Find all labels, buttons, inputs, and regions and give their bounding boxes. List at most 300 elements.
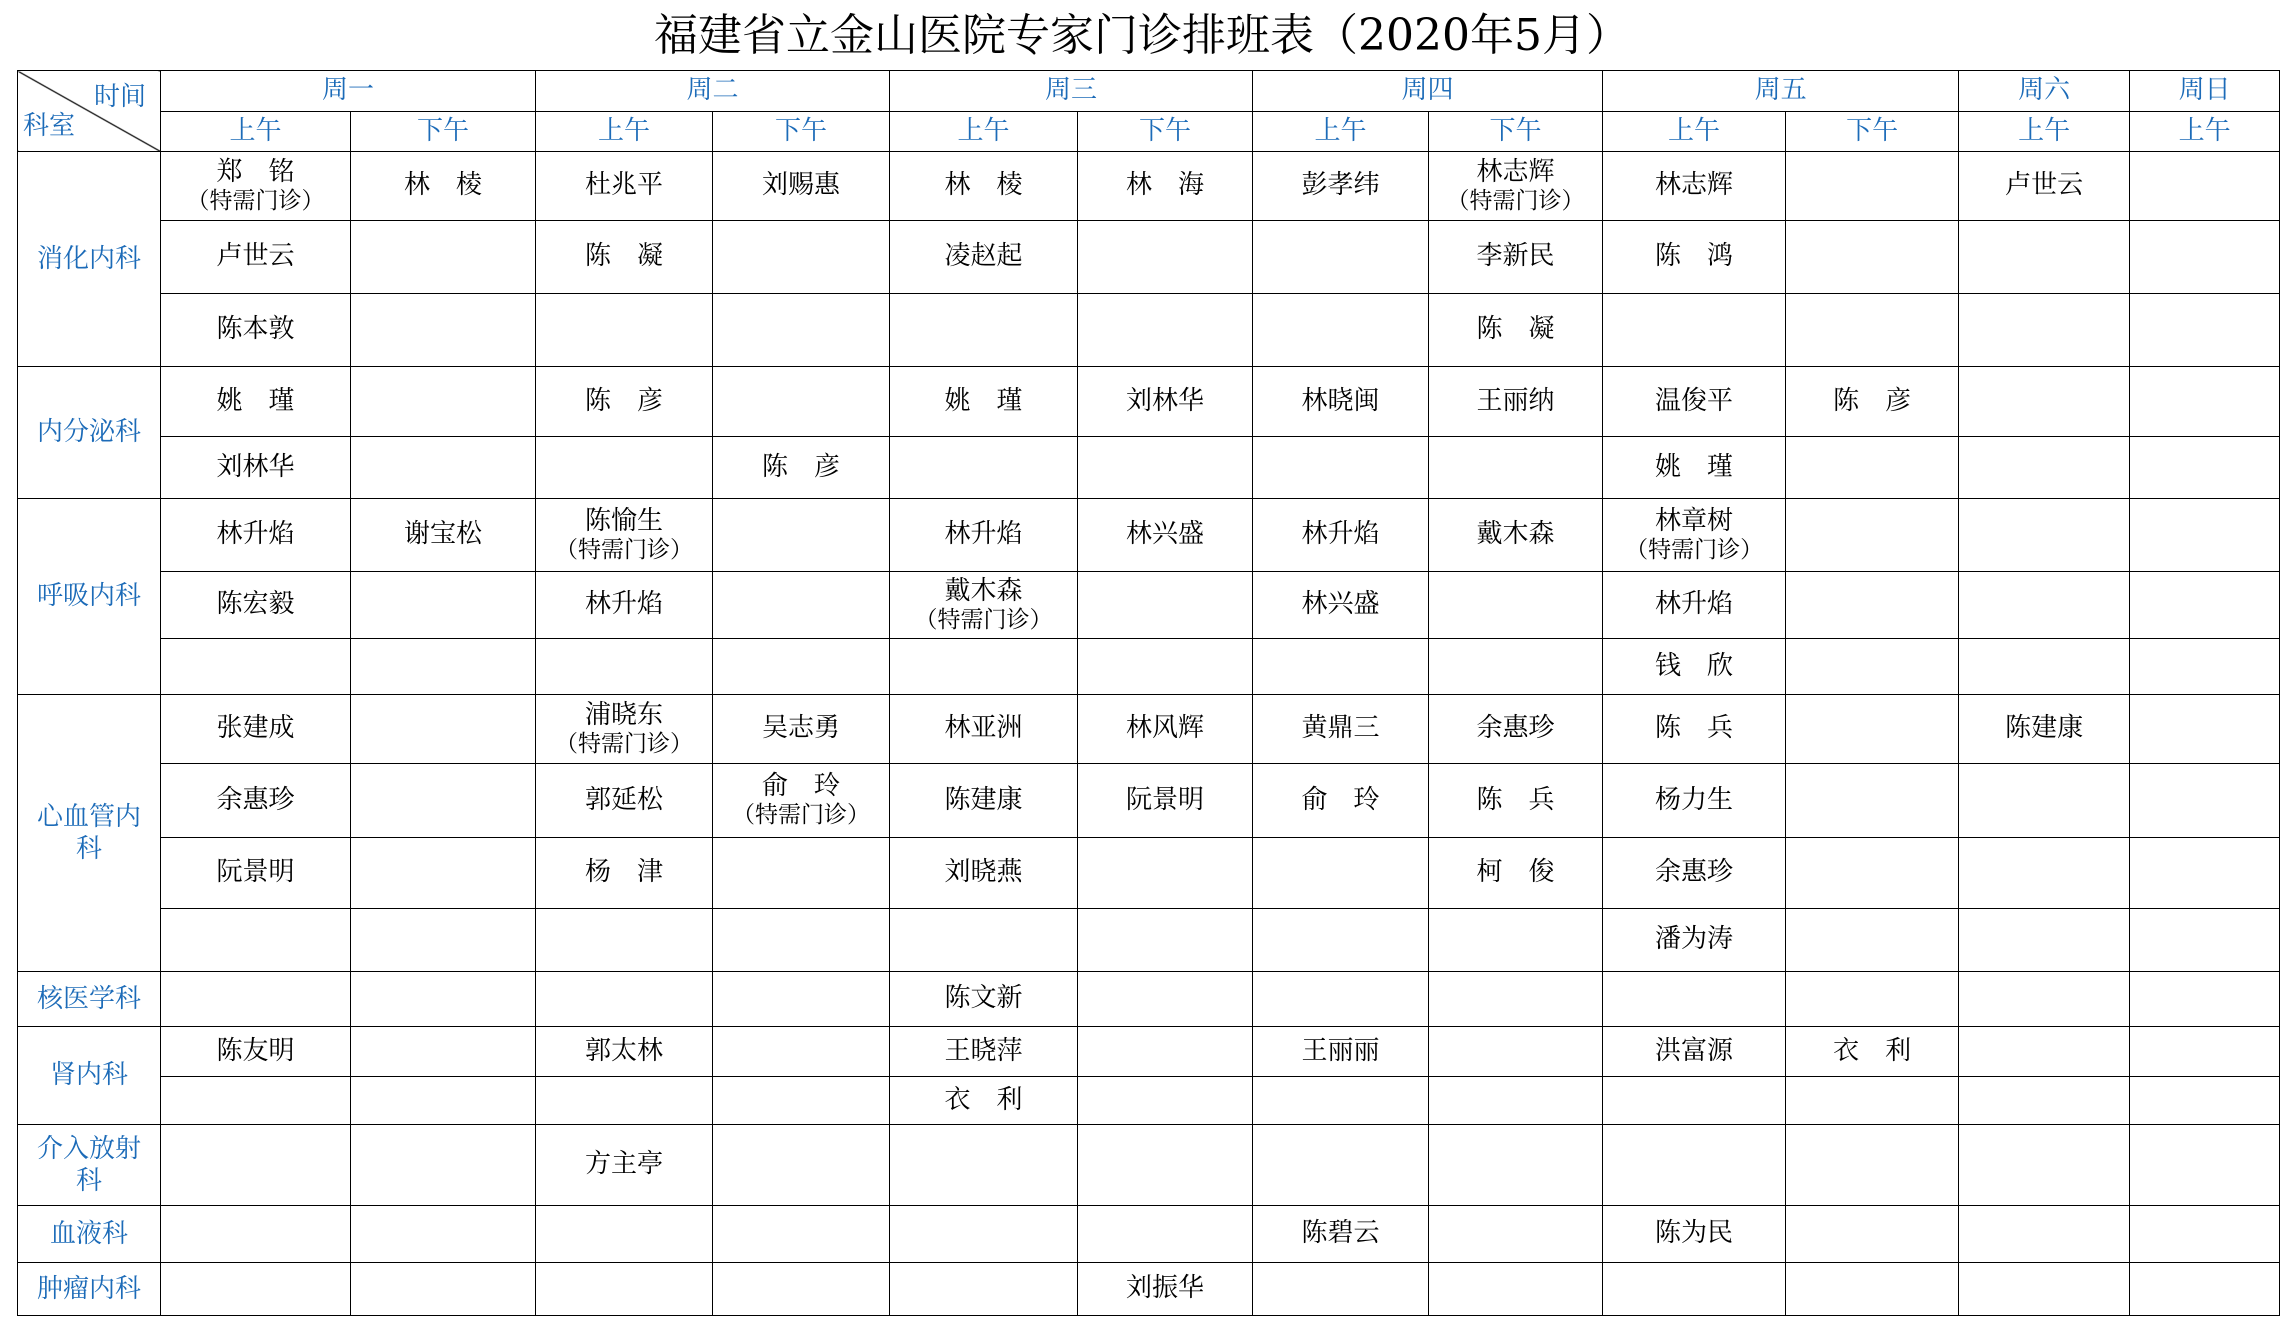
doctor-name: 刘晓燕 [944, 857, 1023, 888]
schedule-cell [1603, 1077, 1786, 1125]
period-header: 上午 [536, 112, 713, 152]
doctor-name: 凌赵起 [944, 241, 1023, 272]
clinic-note: （特需门诊） [732, 802, 871, 829]
schedule-cell [890, 1206, 1078, 1263]
schedule-cell [161, 764, 351, 838]
doctor-name: 温俊平 [1655, 385, 1734, 416]
schedule-row [18, 1027, 2280, 1077]
schedule-cell [1959, 367, 2130, 437]
schedule-cell [161, 1027, 351, 1077]
schedule-row [18, 909, 2280, 972]
doctor-name: 戴木森 [1476, 519, 1555, 550]
schedule-cell [1429, 838, 1603, 909]
period-header: 上午 [1603, 112, 1786, 152]
schedule-cell [351, 437, 536, 499]
schedule-cell [1786, 1077, 1959, 1125]
schedule-cell [351, 1027, 536, 1077]
schedule-cell [1253, 1263, 1429, 1316]
schedule-cell [1078, 1125, 1253, 1206]
doctor-name: 杨 津 [585, 857, 664, 888]
schedule-cell [1603, 1263, 1786, 1316]
schedule-cell [1429, 1077, 1603, 1125]
schedule-cell [1253, 152, 1429, 221]
schedule-cell [536, 764, 713, 838]
period-header: 下午 [713, 112, 890, 152]
doctor-name: 陈 彦 [585, 385, 664, 416]
clinic-note: （特需门诊） [1625, 536, 1764, 563]
schedule-row [18, 499, 2280, 572]
schedule-cell [1603, 764, 1786, 838]
schedule-cell [1253, 437, 1429, 499]
schedule-cell [536, 437, 713, 499]
period-header: 上午 [1253, 112, 1429, 152]
doctor-name: 俞 玲 [1301, 784, 1380, 815]
schedule-row [18, 1125, 2280, 1206]
schedule-cell [1253, 367, 1429, 437]
schedule-cell [536, 1077, 713, 1125]
schedule-cell [890, 221, 1078, 294]
schedule-cell [1078, 1077, 1253, 1125]
schedule-cell [161, 1206, 351, 1263]
doctor-name: 陈本敦 [216, 314, 295, 345]
schedule-cell [1078, 1206, 1253, 1263]
schedule-cell [890, 972, 1078, 1027]
schedule-cell [2130, 152, 2280, 221]
doctor-name: 陈为民 [1655, 1218, 1734, 1249]
schedule-cell [1429, 572, 1603, 639]
schedule-cell [351, 152, 536, 221]
schedule-cell [351, 695, 536, 764]
schedule-cell [161, 221, 351, 294]
doctor-name: 陈 兵 [1655, 713, 1734, 744]
schedule-cell [713, 499, 890, 572]
period-header: 下午 [351, 112, 536, 152]
schedule-cell [1078, 572, 1253, 639]
schedule-row [18, 221, 2280, 294]
schedule-cell [2130, 437, 2280, 499]
schedule-cell [1078, 1027, 1253, 1077]
schedule-cell [1959, 909, 2130, 972]
schedule-row [18, 294, 2280, 367]
schedule-cell [1786, 1263, 1959, 1316]
doctor-name: 林升焰 [585, 589, 664, 620]
schedule-cell [351, 1263, 536, 1316]
doctor-name: 陈碧云 [1301, 1218, 1380, 1249]
schedule-cell [1429, 972, 1603, 1027]
day-header-6: 周六 [1959, 71, 2130, 112]
schedule-cell [1959, 972, 2130, 1027]
doctor-name: 张建成 [216, 713, 295, 744]
schedule-row [18, 695, 2280, 764]
schedule-cell [1253, 1027, 1429, 1077]
doctor-name: 刘林华 [1126, 385, 1205, 416]
department-name: 肾内科 [18, 1027, 161, 1125]
schedule-cell [1603, 152, 1786, 221]
doctor-name: 郑 铭 [216, 156, 295, 187]
schedule-cell [1959, 764, 2130, 838]
schedule-cell [1429, 294, 1603, 367]
schedule-cell [1429, 437, 1603, 499]
schedule-cell [1959, 1027, 2130, 1077]
period-header: 下午 [1078, 112, 1253, 152]
schedule-cell [1959, 639, 2130, 695]
schedule-cell [713, 1077, 890, 1125]
schedule-cell [890, 1077, 1078, 1125]
schedule-cell [1786, 972, 1959, 1027]
day-header-2: 周二 [536, 71, 890, 112]
schedule-cell [161, 1263, 351, 1316]
schedule-cell [890, 294, 1078, 367]
schedule-cell [713, 972, 890, 1027]
department-name: 心血管内科 [18, 695, 161, 972]
schedule-cell [1078, 972, 1253, 1027]
schedule-cell [1429, 221, 1603, 294]
schedule-cell [1786, 152, 1959, 221]
doctor-name: 钱 欣 [1655, 650, 1734, 681]
schedule-cell [1959, 1263, 2130, 1316]
doctor-name: 林 棱 [944, 170, 1023, 201]
schedule-cell [2130, 1125, 2280, 1206]
schedule-cell [2130, 909, 2280, 972]
schedule-cell [2130, 367, 2280, 437]
schedule-cell [1078, 838, 1253, 909]
schedule-cell [351, 764, 536, 838]
schedule-cell [1959, 437, 2130, 499]
department-name: 呼吸内科 [18, 499, 161, 695]
doctor-name: 陈建康 [944, 784, 1023, 815]
doctor-name: 吴志勇 [762, 713, 841, 744]
day-header-3: 周三 [890, 71, 1253, 112]
schedule-cell [161, 152, 351, 221]
schedule-cell [1429, 639, 1603, 695]
schedule-cell [1786, 1125, 1959, 1206]
doctor-name: 柯 俊 [1476, 857, 1555, 888]
schedule-cell [713, 1027, 890, 1077]
doctor-name: 余惠珍 [1476, 713, 1555, 744]
schedule-cell [1429, 367, 1603, 437]
schedule-cell [1078, 639, 1253, 695]
schedule-cell [1253, 1077, 1429, 1125]
schedule-cell [1786, 572, 1959, 639]
schedule-cell [161, 639, 351, 695]
schedule-cell [1786, 367, 1959, 437]
schedule-cell [890, 764, 1078, 838]
schedule-cell [713, 152, 890, 221]
document-title: 福建省立金山医院专家门诊排班表（2020年5月） [654, 10, 1630, 61]
schedule-cell [161, 838, 351, 909]
schedule-cell [1603, 221, 1786, 294]
schedule-cell [2130, 838, 2280, 909]
schedule-cell [713, 1125, 890, 1206]
schedule-cell [1429, 1263, 1603, 1316]
schedule-cell [536, 221, 713, 294]
doctor-name: 姚 瑾 [944, 385, 1023, 416]
schedule-cell [536, 367, 713, 437]
schedule-cell [1078, 221, 1253, 294]
doctor-name: 林 棱 [404, 170, 483, 201]
schedule-cell [536, 838, 713, 909]
schedule-cell [1253, 764, 1429, 838]
doctor-name: 杨力生 [1655, 784, 1734, 815]
schedule-cell [1253, 499, 1429, 572]
schedule-row [18, 838, 2280, 909]
schedule-cell [1078, 152, 1253, 221]
doctor-name: 黄鼎三 [1301, 713, 1380, 744]
doctor-name: 衣 利 [944, 1084, 1023, 1115]
schedule-cell [1253, 221, 1429, 294]
schedule-cell [890, 572, 1078, 639]
doctor-name: 卢世云 [2005, 170, 2084, 201]
schedule-cell [351, 221, 536, 294]
doctor-name: 陈宏毅 [216, 589, 295, 620]
schedule-row [18, 764, 2280, 838]
schedule-cell [1786, 294, 1959, 367]
schedule-row [18, 1206, 2280, 1263]
schedule-cell [890, 1263, 1078, 1316]
schedule-cell [713, 909, 890, 972]
schedule-cell [1786, 499, 1959, 572]
schedule-cell [890, 1027, 1078, 1077]
schedule-cell [536, 695, 713, 764]
day-header-4: 周四 [1253, 71, 1603, 112]
schedule-cell [713, 695, 890, 764]
schedule-cell [1786, 437, 1959, 499]
schedule-cell [890, 639, 1078, 695]
period-header-row [18, 112, 2280, 152]
doctor-name: 林章树 [1655, 505, 1734, 536]
schedule-cell [351, 909, 536, 972]
doctor-name: 俞 玲 [762, 771, 841, 802]
doctor-name: 陈文新 [944, 983, 1023, 1014]
doctor-name: 衣 利 [1833, 1035, 1912, 1066]
schedule-cell [1959, 221, 2130, 294]
schedule-cell [2130, 764, 2280, 838]
doctor-name: 浦晓东 [585, 699, 664, 730]
clinic-note: （特需门诊） [914, 606, 1053, 633]
department-name: 肿瘤内科 [18, 1263, 161, 1316]
doctor-name: 余惠珍 [1655, 857, 1734, 888]
schedule-cell [890, 437, 1078, 499]
schedule-cell [161, 367, 351, 437]
department-name: 内分泌科 [18, 367, 161, 499]
department-name: 血液科 [18, 1206, 161, 1263]
schedule-cell [1959, 572, 2130, 639]
schedule-cell [1429, 152, 1603, 221]
doctor-name: 陈 彦 [762, 451, 841, 482]
day-header-row [18, 71, 2280, 112]
schedule-cell [536, 1206, 713, 1263]
schedule-cell [1959, 1077, 2130, 1125]
schedule-cell [713, 838, 890, 909]
schedule-cell [161, 1077, 351, 1125]
doctor-name: 卢世云 [216, 241, 295, 272]
clinic-note: （特需门诊） [1446, 187, 1585, 214]
doctor-name: 郭延松 [585, 784, 664, 815]
period-header: 下午 [1786, 112, 1959, 152]
schedule-cell [1786, 764, 1959, 838]
corner-header [18, 71, 161, 152]
schedule-cell [1078, 909, 1253, 972]
schedule-cell [1603, 437, 1786, 499]
doctor-name: 潘为涛 [1655, 924, 1734, 955]
clinic-note: （特需门诊） [186, 187, 325, 214]
doctor-name: 郭太林 [585, 1035, 664, 1066]
schedule-cell [1786, 1206, 1959, 1263]
department-name: 消化内科 [18, 152, 161, 367]
schedule-cell [1959, 1125, 2130, 1206]
schedule-cell [351, 639, 536, 695]
schedule-cell [890, 909, 1078, 972]
doctor-name: 余惠珍 [216, 784, 295, 815]
schedule-cell [2130, 695, 2280, 764]
doctor-name: 林升焰 [944, 519, 1023, 550]
period-header: 上午 [2130, 112, 2280, 152]
doctor-name: 林志辉 [1476, 156, 1555, 187]
clinic-note: （特需门诊） [555, 730, 694, 757]
schedule-table [17, 70, 2280, 1316]
schedule-cell [1959, 1206, 2130, 1263]
schedule-row [18, 437, 2280, 499]
period-header: 下午 [1429, 112, 1603, 152]
doctor-name: 陈友明 [216, 1035, 295, 1066]
schedule-cell [351, 1125, 536, 1206]
doctor-name: 陈 凝 [1476, 314, 1555, 345]
schedule-cell [713, 1206, 890, 1263]
schedule-cell [1959, 499, 2130, 572]
schedule-cell [713, 294, 890, 367]
doctor-name: 陈建康 [2005, 713, 2084, 744]
department-axis-label: 科室 [23, 110, 76, 141]
schedule-cell [1078, 437, 1253, 499]
day-header-7: 周日 [2130, 71, 2280, 112]
schedule-cell [1253, 572, 1429, 639]
schedule-cell [536, 1027, 713, 1077]
doctor-name: 阮景明 [1126, 784, 1205, 815]
schedule-row [18, 639, 2280, 695]
doctor-name: 刘振华 [1126, 1273, 1205, 1304]
schedule-cell [1253, 639, 1429, 695]
doctor-name: 陈 兵 [1476, 784, 1555, 815]
schedule-cell [2130, 1027, 2280, 1077]
table-body [18, 152, 2280, 1316]
schedule-cell [1603, 294, 1786, 367]
doctor-name: 林 海 [1126, 170, 1205, 201]
schedule-cell [1078, 764, 1253, 838]
schedule-cell [1078, 294, 1253, 367]
day-header-1: 周一 [161, 71, 536, 112]
schedule-row [18, 367, 2280, 437]
schedule-cell [351, 838, 536, 909]
doctor-name: 林兴盛 [1301, 589, 1380, 620]
doctor-name: 李新民 [1476, 241, 1555, 272]
schedule-cell [161, 1125, 351, 1206]
schedule-cell [1429, 909, 1603, 972]
schedule-cell [1603, 695, 1786, 764]
schedule-cell [890, 152, 1078, 221]
schedule-cell [1603, 499, 1786, 572]
schedule-row [18, 1263, 2280, 1316]
schedule-cell [1603, 367, 1786, 437]
schedule-cell [1786, 221, 1959, 294]
schedule-cell [161, 499, 351, 572]
schedule-cell [1959, 294, 2130, 367]
schedule-cell [2130, 1206, 2280, 1263]
doctor-name: 刘林华 [216, 451, 295, 482]
schedule-cell [1253, 294, 1429, 367]
doctor-name: 林晓闽 [1301, 385, 1380, 416]
schedule-cell [1429, 1125, 1603, 1206]
schedule-cell [161, 909, 351, 972]
schedule-cell [713, 639, 890, 695]
schedule-cell [890, 695, 1078, 764]
schedule-cell [1786, 838, 1959, 909]
doctor-name: 林风辉 [1126, 713, 1205, 744]
schedule-cell [536, 972, 713, 1027]
doctor-name: 林升焰 [1301, 519, 1380, 550]
schedule-cell [351, 294, 536, 367]
schedule-cell [2130, 499, 2280, 572]
schedule-row [18, 572, 2280, 639]
doctor-name: 阮景明 [216, 857, 295, 888]
schedule-cell [536, 572, 713, 639]
doctor-name: 林升焰 [216, 519, 295, 550]
doctor-name: 林亚洲 [944, 713, 1023, 744]
doctor-name: 陈 鸿 [1655, 241, 1734, 272]
schedule-cell [536, 152, 713, 221]
schedule-cell [713, 437, 890, 499]
schedule-cell [1078, 367, 1253, 437]
schedule-cell [2130, 572, 2280, 639]
schedule-cell [1253, 1125, 1429, 1206]
schedule-cell [1603, 838, 1786, 909]
schedule-cell [2130, 1263, 2280, 1316]
schedule-row [18, 152, 2280, 221]
doctor-name: 林志辉 [1655, 170, 1734, 201]
schedule-cell [713, 764, 890, 838]
schedule-cell [536, 1125, 713, 1206]
schedule-cell [1078, 1263, 1253, 1316]
schedule-cell [890, 499, 1078, 572]
schedule-cell [1603, 572, 1786, 639]
schedule-cell [536, 639, 713, 695]
doctor-name: 林兴盛 [1126, 519, 1205, 550]
period-header: 上午 [1959, 112, 2130, 152]
schedule-cell [1429, 499, 1603, 572]
schedule-cell [2130, 221, 2280, 294]
clinic-note: （特需门诊） [555, 536, 694, 563]
schedule-row [18, 1077, 2280, 1125]
schedule-cell [1253, 1206, 1429, 1263]
table-header [18, 71, 2280, 152]
schedule-cell [1786, 1027, 1959, 1077]
schedule-cell [713, 367, 890, 437]
schedule-cell [1603, 639, 1786, 695]
schedule-cell [161, 972, 351, 1027]
doctor-name: 洪富源 [1655, 1035, 1734, 1066]
period-header: 上午 [161, 112, 351, 152]
schedule-cell [351, 572, 536, 639]
department-name: 介入放射科 [18, 1125, 161, 1206]
schedule-cell [1078, 499, 1253, 572]
doctor-name: 彭孝纬 [1301, 170, 1380, 201]
schedule-cell [536, 499, 713, 572]
schedule-cell [351, 367, 536, 437]
schedule-cell [2130, 639, 2280, 695]
schedule-cell [2130, 1077, 2280, 1125]
schedule-cell [161, 695, 351, 764]
day-header-5: 周五 [1603, 71, 1959, 112]
schedule-cell [1786, 639, 1959, 695]
